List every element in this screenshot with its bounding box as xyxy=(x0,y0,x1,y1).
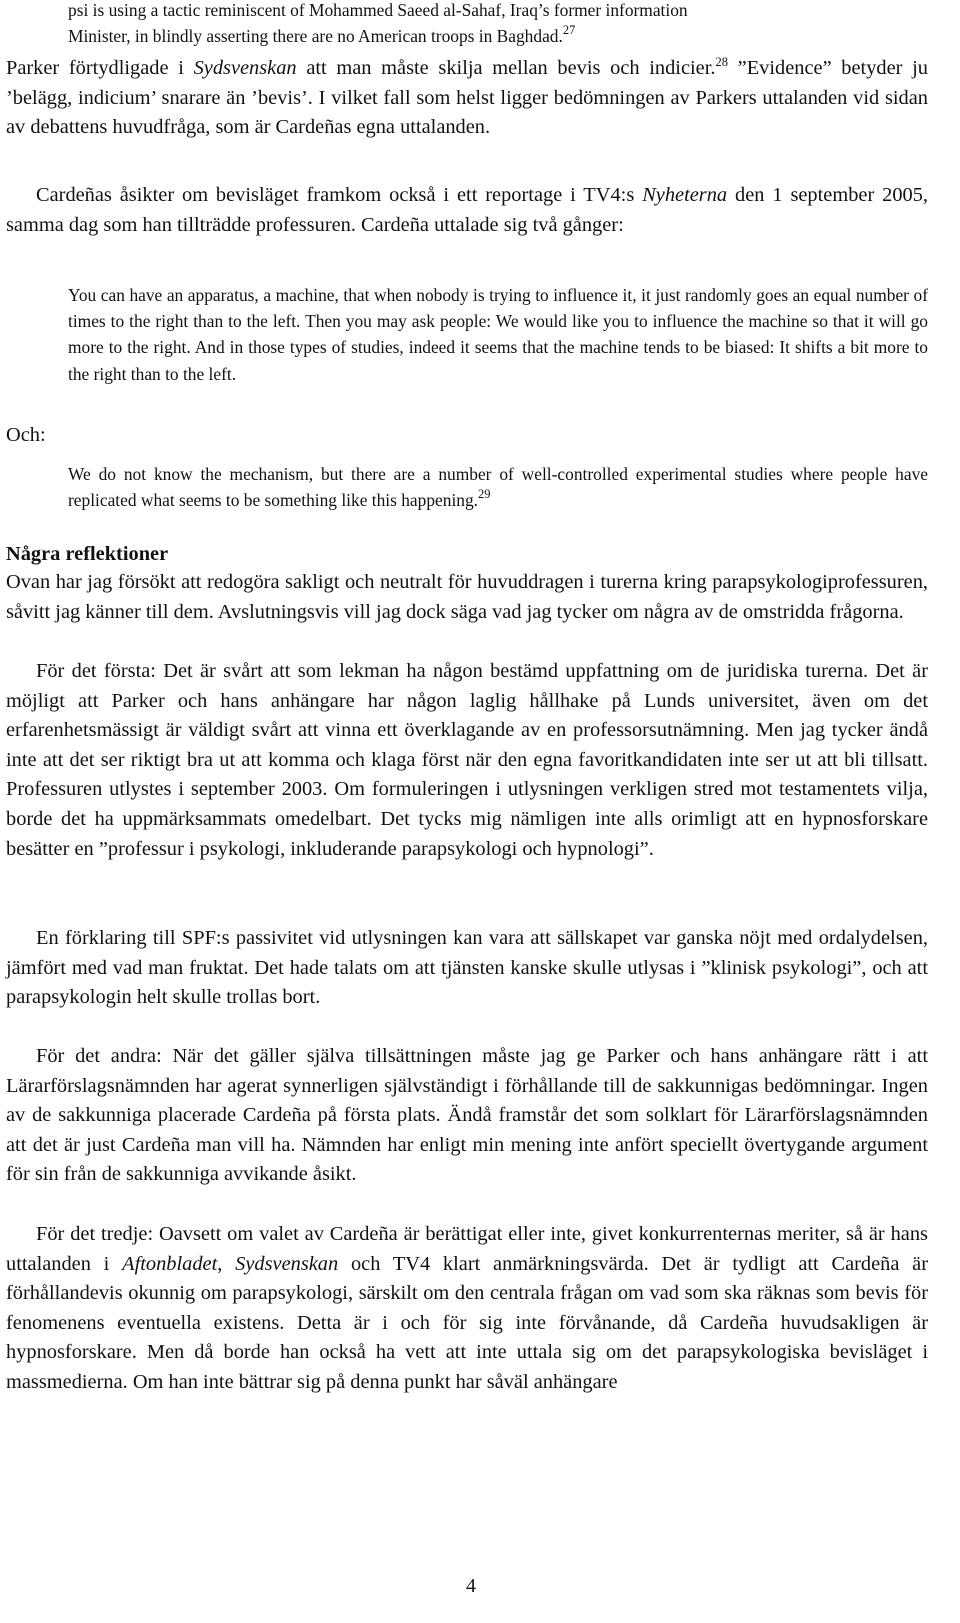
quote-line-1: psi is using a tactic reminiscent of Mohammed Saeed al-Sahaf, Iraq’s former information xyxy=(68,0,688,20)
p2-text-1: Cardeñas åsikter om bevisläget framkom också i ett reportage i TV4:s xyxy=(36,184,643,206)
p2-emphasis-nyheterna: Nyheterna xyxy=(642,184,728,206)
paragraph-explanation xyxy=(6,924,928,1013)
quote-continuation xyxy=(6,0,688,49)
p3-text: Ovan har jag försökt att redogöra sakligt och neutralt för huvuddragen i turerna kring parapsykologiprofessuren, såvitt jag känner till dem. Avslutningsvis vill jag dock säga vad jag tycker om några av de omstridda frågorna. xyxy=(6,571,928,623)
p4-text: För det första: Det är svårt att som lekman ha någon bestämd uppfattning om de juridiska turerna. Det är möjligt att Parker och hans anhängare har någon laglig hållhake på Lunds universitet, även om det erfarenhetsmässigt är väldigt svårt att vinna ett överklagande av en professorsutnämning. Men jag tycker ändå inte att det ser riktigt bra ut att komma och klaga först när den egna favoritkandidaten inte ser ut att bli tillsatt. Professuren utlystes i september 2003. Om formuleringen i utlysningen verkligen stred mot testamentets vilja, borde det ha uppmärksammats omedelbart. Det tycks mig nämligen inte alls orimligt att en hypnosforskare besätter en ”professur i psykologi, inkluderande parapsykologi och hypnologi”. xyxy=(6,660,928,860)
p7-emphasis-aftonbladet: Aftonbladet xyxy=(122,1252,218,1275)
p6-text: För det andra: När det gäller själva tillsättningen måste jag ge Parker och hans anhängare rätt i att Lärarförslagsnämnden har agerat synnerligen självständigt i förhållande till de sakkunnigas bedömningar. Ingen av de sakkunniga placerade Cardeña på första plats. Ändå framstår det som solklart för Lärarförslagsnämnden att det är just Cardeña man vill ha. Nämnden har enligt min mening inte anfört speciellt övertygande argument för sin från de sakkunniga avvikande åsikt. xyxy=(6,1045,928,1186)
p7-text-1: För det tredje: Oavsett om valet av Cardeña är berättigat eller inte, givet konkurrenternas meriter, så är hans uttalanden i xyxy=(6,1223,928,1275)
quote-line-2: Minister, in blindly asserting there are no American troops in Baghdad. xyxy=(68,26,563,47)
paragraph-first xyxy=(6,657,928,864)
paragraph-intro xyxy=(6,568,928,627)
p7-emphasis-sydsvenskan: Sydsvenskan xyxy=(235,1252,339,1275)
block-quote-2 xyxy=(6,461,928,513)
paragraph-cardena-views xyxy=(6,181,928,240)
p2-text-2: den 1 september 2005, samma dag som han tillträdde professuren. Cardeña uttalade sig två gånger: xyxy=(6,184,928,236)
quote-1-text: You can have an apparatus, a machine, that when nobody is trying to influence it, it just randomly goes an equal number of times to the right than to the left. Then you may ask people: We would like you to influence the machine so that it will go more to the right. And in those types of studies, indeed it seems that the machine tends to be biased: It shifts a bit more to the right than to the left. xyxy=(68,285,928,384)
paragraph-parker xyxy=(6,54,928,143)
och-label: Och: xyxy=(6,424,46,446)
p1-text-1: Parker förtydligade i xyxy=(6,57,194,79)
p7-text-2: , xyxy=(217,1252,236,1275)
p1-text-3: ”Evidence” betyder ju ’belägg, indicium’ snarare än ’bevis’. I vilket fall som helst ligger bedömningen av Parkers uttalanden vid sidan av debattens huvudfråga, som är Cardeñas egna uttalanden. xyxy=(6,57,928,139)
section-heading: Några reflektioner xyxy=(6,543,169,565)
p7-text-3: och TV4 klart anmärkningsvärda. Det är tydligt att Cardeña är förhållandevis okunnig om parapsykologi, särskilt om den centrala frågan om vad som ska räknas som bevis för fenomenens eventuella existens. Detta är i och för sig inte förvånande, då Cardeña huvudsakligen är hypnosforskare. Men då borde han också ha vett att inte uttala sig om det parapsykologiska bevisläget i massmedierna. Om han inte bättrar sig på denna punkt har såväl anhängare xyxy=(6,1252,928,1393)
footnote-ref-29[interactable]: 29 xyxy=(478,487,491,502)
p1-text-2: att man måste skilja mellan bevis och indicier. xyxy=(296,57,716,79)
footnote-ref-28[interactable]: 28 xyxy=(715,55,728,69)
footnote-ref-27[interactable]: 27 xyxy=(562,23,576,38)
paragraph-third xyxy=(6,1220,928,1398)
block-quote-1 xyxy=(6,282,928,387)
quote-2-text: We do not know the mechanism, but there are a number of well-controlled experimental studies where people have replicated what seems to be something like this happening. xyxy=(68,464,928,511)
p1-emphasis-sydsvenskan: Sydsvenskan xyxy=(193,57,297,79)
p5-text: En förklaring till SPF:s passivitet vid utlysningen kan vara att sällskapet var ganska nöjt med ordalydelsen, jämfört med vad man fruktat. Det hade talats om att tjänsten kanske skulle utlysas i ”klinisk psykologi”, och att parapsykologin helt skulle trollas bort. xyxy=(6,927,928,1009)
paragraph-second xyxy=(6,1042,928,1190)
page-number: 4 xyxy=(466,1575,476,1597)
